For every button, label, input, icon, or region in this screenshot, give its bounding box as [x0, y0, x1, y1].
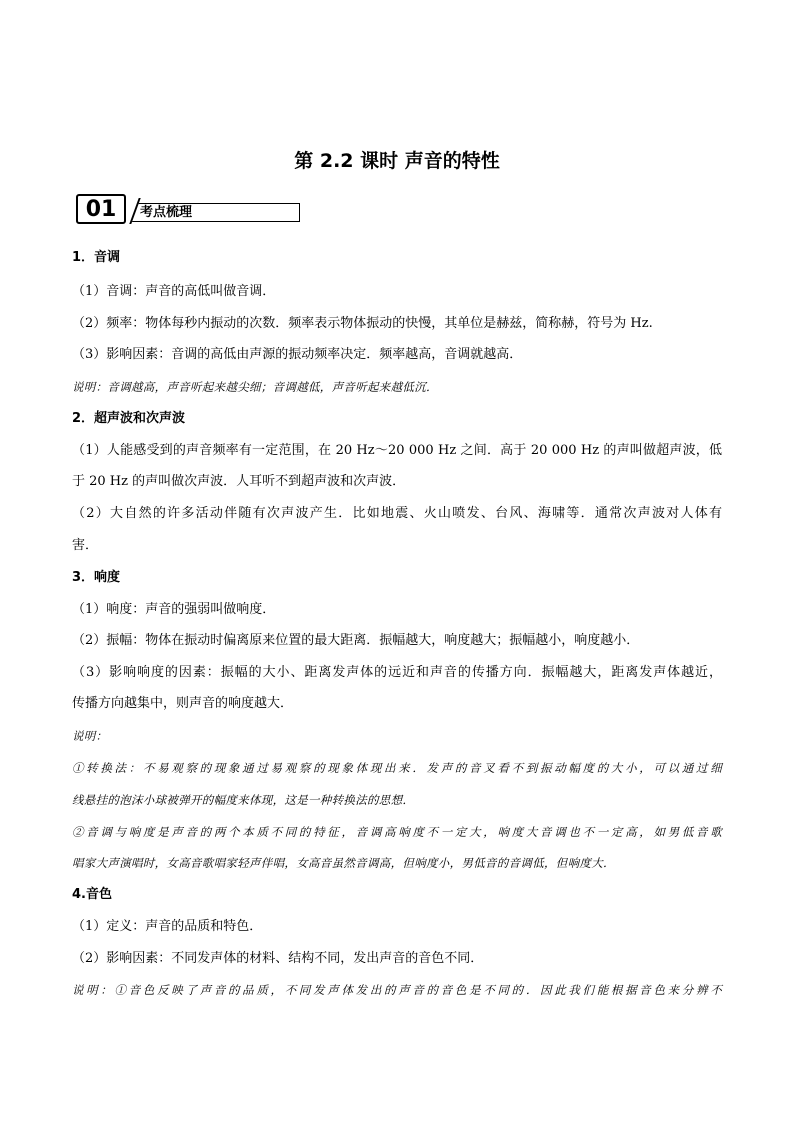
paragraph-line: （2）频率：物体每秒内振动的次数．频率表示物体振动的快慢，其单位是赫兹，简称赫，符号为 Hz.	[72, 316, 653, 331]
section-heading: 4.音色	[72, 887, 112, 902]
note-line: ②音调与响度是声音的两个本质不同的特征，音调高响度不一定大，响度大音调也不一定高，如男低音歌	[72, 825, 722, 839]
paragraph-line: 传播方向越集中，则声音的响度越大．	[72, 696, 294, 711]
paragraph-line: （3）影响响度的因素：振幅的大小、距离发声体的远近和声音的传播方向．振幅越大，距离发声体越近，	[72, 665, 722, 680]
section-badge	[76, 194, 226, 226]
note-line: 说明：音调越高，声音听起来越尖细；音调越低，声音听起来越低沉．	[72, 380, 438, 394]
note-line: ①转换法：不易观察的现象通过易观察的现象体现出来．发声的音叉看不到振动幅度的大小，可以通过细	[72, 761, 722, 775]
section-number: 01	[76, 194, 126, 224]
note-line: 说明：①音色反映了声音的品质，不同发声体发出的声音的音色是不同的．因此我们能根据音色来分辨不	[72, 983, 722, 997]
section-heading: 2．超声波和次声波	[72, 411, 186, 426]
paragraph-line: （1）音调：声音的高低叫做音调．	[72, 284, 276, 299]
section-label: 考点梳理	[126, 203, 300, 222]
paragraph-line: 于 20 Hz 的声叫做次声波．人耳听不到超声波和次声波．	[72, 474, 406, 489]
note-line: 唱家大声演唱时，女高音歌唱家轻声伴唱，女高音虽然音调高，但响度小，男低音的音调低，但响度大．	[72, 856, 615, 870]
paragraph-line: （2）振幅：物体在振动时偏离原来位置的最大距离．振幅越大，响度越大；振幅越小，响度越小．	[72, 633, 640, 648]
paragraph-line: 害．	[72, 538, 99, 553]
paragraph-line: （1）人能感受到的声音频率有一定范围，在 20 Hz～20 000 Hz 之间．高于 20 000 Hz 的声叫做超声波，低	[72, 443, 722, 458]
note-line: 说明：	[72, 729, 108, 743]
paragraph-line: （2）影响因素：不同发声体的材料、结构不同，发出声音的音色不同．	[72, 951, 484, 966]
paragraph-line: （3）影响因素：音调的高低由声源的振动频率决定．频率越高，音调就越高．	[72, 347, 523, 362]
section-heading: 3．响度	[72, 570, 121, 585]
paragraph-line: （2）大自然的许多活动伴随有次声波产生．比如地震、火山喷发、台风、海啸等．通常次声波对人体有	[72, 506, 722, 521]
page-title: 第 2.2 课时 声音的特性	[294, 150, 500, 172]
section-heading: 1．音调	[72, 250, 121, 265]
paragraph-line: （1）定义：声音的品质和特色．	[72, 919, 263, 934]
paragraph-line: （1）响度：声音的强弱叫做响度．	[72, 602, 276, 617]
note-line: 线悬挂的泡沫小球被弹开的幅度来体现，这是一种转换法的思想．	[72, 793, 415, 807]
